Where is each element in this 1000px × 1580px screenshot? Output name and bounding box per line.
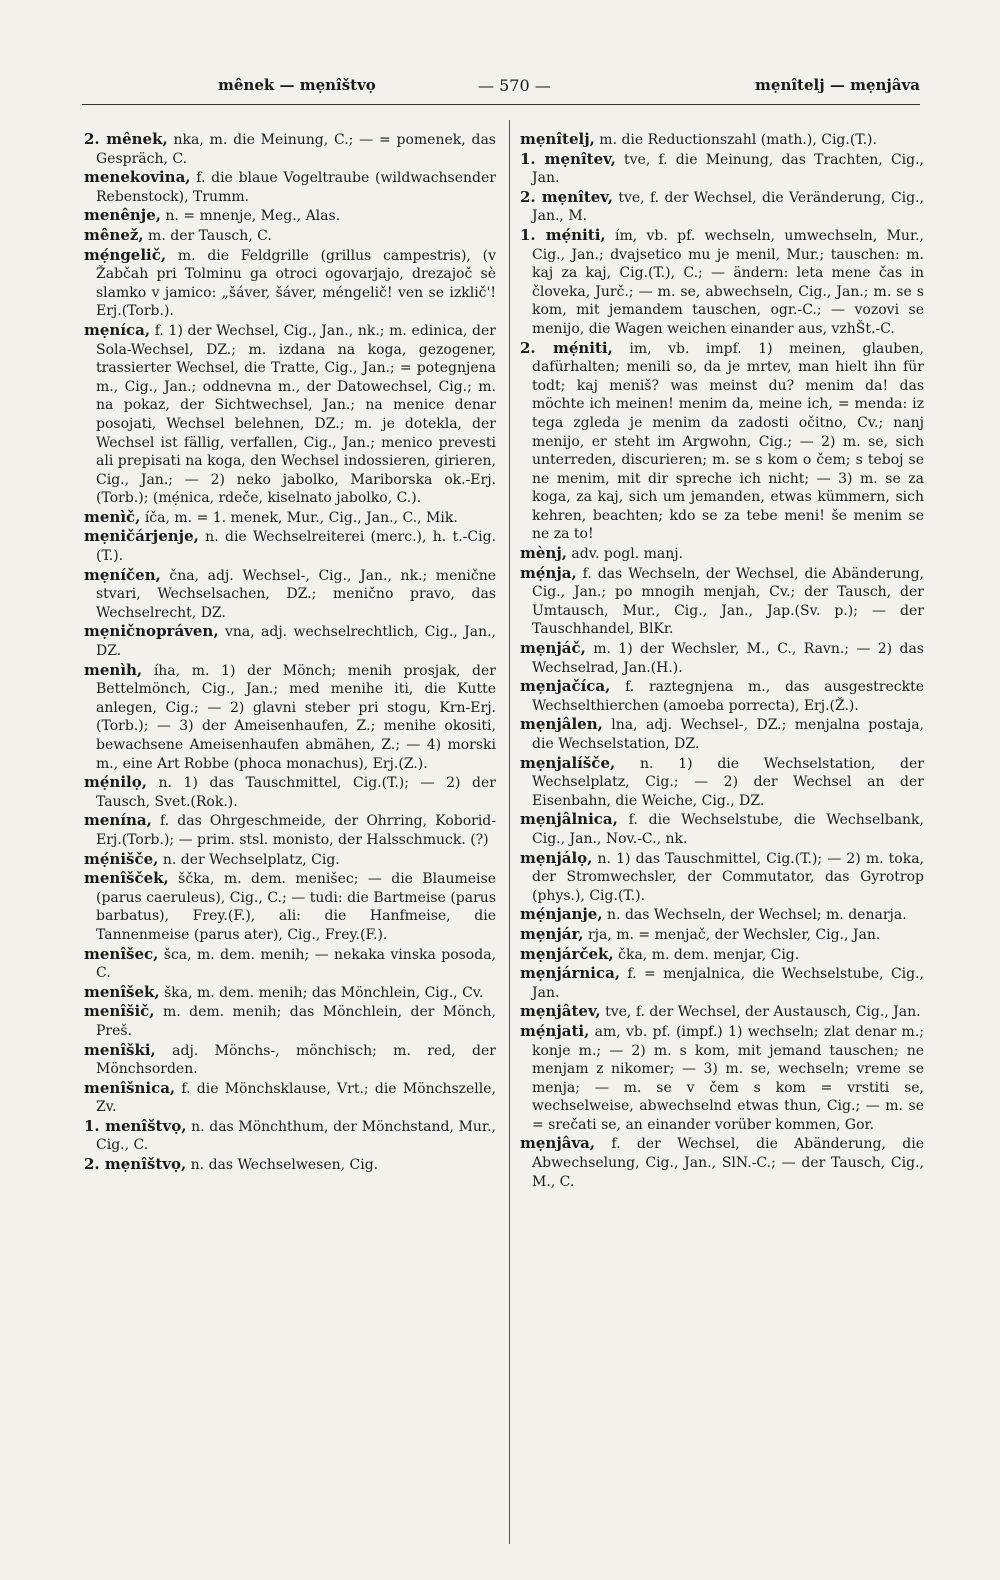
entry-definition: adj. Mönchs-, mönchisch; m. red, der Mönchsorden. — [96, 1042, 496, 1078]
entry-definition: m. die Feldgrille (grillus campestris), (v Žabčah pri Tolminu ga otroci ogovarjajo, drezajoč sè slamko v jamico: „šáver, šáver, méngelič! ven se izklič'! Erj.(Torb.). — [96, 247, 496, 320]
entry-definition: f. raztegnjena m., das ausgestreckte Wechselthierchen (amoeba porrecta), Erj.(Ž.). — [532, 679, 924, 714]
entry-headword: menîški, — [84, 1040, 156, 1059]
dictionary-entry — [520, 339, 924, 545]
entry-definition: íča, m. = 1. menek, Mur., Cig., Jan., C., Mik. — [140, 509, 458, 526]
entry-headword: mẹnjár, — [520, 924, 584, 943]
left-column — [84, 130, 496, 1175]
right-column — [520, 130, 924, 1191]
entry-definition: n. der Wechselplatz, Cig. — [158, 851, 340, 868]
entry-definition: ška, m. dem. menih; das Mönchlein, Cig., Cv. — [159, 984, 484, 1001]
entry-definition: čna, adj. Wechsel-, Cig., Jan., nk.; menične stvari, Wechselsachen, DZ.; menično pravo, das Wechselrecht, DZ. — [96, 567, 496, 621]
entry-definition: n. 1) das Tauschmittel, Cig.(T.); — 2) der Tausch, Svet.(Rok.). — [96, 775, 496, 810]
entry-definition: ím, vb. pf. wechseln, umwechseln, Mur., Cig., Jan.; dvajsetico mu je menil, Mur.; tauschen: m. kaj za kaj, Cig.(T.), C.; — ändern: leta mene čas in človeka, Jurč.; — m. se, abwechseln, Cig., Jan.; m. se s kom, mit jemandem tauschen, ogr.-C.; — vozovi se menijo, die Wagen weichen einander aus, vzhŠt.-C. — [532, 227, 925, 337]
dictionary-entry — [84, 1155, 496, 1175]
entry-definition: m. dem. menih; das Mönchlein, der Mönch, Preš. — [96, 1004, 496, 1039]
dictionary-entry — [84, 811, 496, 849]
entry-headword: menîšnica, — [84, 1078, 176, 1097]
entry-headword: menîšič, — [84, 1002, 155, 1021]
dictionary-entry — [84, 869, 496, 944]
dictionary-entry — [84, 1002, 496, 1040]
dictionary-entry — [520, 905, 924, 925]
entry-headword: menína, — [84, 811, 152, 830]
header-left-guide-words: mênek — mẹnîštvọ — [218, 76, 376, 94]
entry-definition: f. 1) der Wechsel, Cig., Jan., nk.; m. edinica, der Sola-Wechsel, DZ.; m. izdana na koga, gezogener, trassierter Wechsel, die Tratte, Cig., Jan.; = potegnjena m., Cig., Jan.; oddnevna m., der Datowechsel, Cig.; m. na pokaz, der Sichtwechsel, Jan.; na menice denar posojati, Wechsel belehnen, DZ.; m. je dotekla, der Wechsel ist fällig, verfallen, Cig., Jan.; menico prevesti ali prepisati na koga, den Wechsel indossieren, girieren, Cig., Jan.; — 2) neko jabolko, Mariborska ok.-Erj.(Torb.); (mẹ́nica, rdeče, kiselnato jabolko, C.). — [96, 322, 496, 507]
entry-definition: n. das Mönchthum, der Mönchstand, Mur., Cig., C. — [96, 1118, 496, 1154]
running-head — [80, 76, 920, 100]
entry-headword: menîšek, — [84, 982, 160, 1001]
entry-definition: n. das Wechseln, der Wechsel; m. denarja. — [602, 907, 907, 924]
entry-headword: mẹnjâlen, — [520, 715, 603, 734]
dictionary-entry — [84, 1117, 496, 1155]
dictionary-entry — [520, 1022, 924, 1135]
dictionary-entry — [520, 925, 924, 945]
entry-definition: f. der Wechsel, die Abänderung, die Abwechselung, Cig., Jan., SlN.-C.; — der Tausch, Cig., M., C. — [532, 1136, 924, 1190]
entry-definition: n. die Wechselreiterei (merc.), h. t.-Cig.(T.). — [96, 529, 496, 565]
dictionary-entry — [520, 150, 924, 188]
entry-definition: im, vb. impf. 1) meinen, glauben, dafürhalten; menili so, da je mrtev, man hielt ihn für todt; kaj meniš? was meinst du? menim da! das möchte ich meinen! menim da, meine ich, = menda: iz tega zgleda je menim da zadosti očitno, Cv.; nanj menijo, er steht im Argwohn, Cig.; — 2) m. se, sich unterreden, discurieren; m. se s kom o čem; s teboj se ne menim, mit dir spreche ich nicht; — 3) m. se za koga, za kaj, sich um jemanden, etwas kümmern, sich kehren, beachten; kdo se za tebe meni! še menim se ne za to! — [532, 340, 925, 543]
entry-definition: n. 1) die Wechselstation, der Wechselplatz, Cig.; — 2) der Wechsel an der Eisenbahn, die Weiche, Cig., DZ. — [532, 755, 924, 809]
entry-headword: mẹnjačíca, — [520, 677, 611, 696]
entry-headword: mènj, — [520, 544, 567, 563]
entry-headword: menekovina, — [84, 168, 191, 187]
entry-definition: íha, m. 1) der Mönch; menih prosjak, der Bettelmönch, Cig., Jan.; med menihe iti, die Kutte anlegen, Cig.; — 2) glavni steber pri stogu, Krn-Erj.(Torb.); — 3) der Ameisenhaufen, Z.; menihe okositi, bewachsene Ameisenhaufen abmähen, Z.; — 4) morski m., eine Art Robbe (phoca monachus), Erj.(Z.). — [96, 662, 496, 772]
dictionary-entry — [84, 566, 496, 623]
dictionary-entry — [84, 945, 496, 983]
entry-headword: mẹ́njati, — [520, 1021, 590, 1040]
entry-headword: 2. mẹ́niti, — [520, 338, 613, 357]
entry-headword: menênje, — [84, 206, 161, 225]
entry-headword: 1. menîštvọ, — [84, 1116, 187, 1135]
column-divider — [509, 120, 510, 1544]
entry-headword: mẹnjâlnica, — [520, 810, 618, 829]
dictionary-entry — [84, 168, 496, 206]
entry-headword: 1. mẹnîtev, — [520, 149, 616, 168]
entry-headword: mênež, — [84, 225, 144, 244]
dictionary-entry — [520, 677, 924, 715]
dictionary-entry — [84, 773, 496, 811]
entry-definition: rja, m. = menjač, der Wechsler, Cig., Jan. — [583, 926, 881, 943]
entry-definition: f. das Ohrgeschmeide, der Ohrring, Koborid-Erj.(Torb.); — prim. stsl. monisto, der Halsschmuck. (?) — [96, 813, 496, 848]
entry-definition: f. = menjalnica, die Wechselstube, Cig., Jan. — [532, 966, 924, 1001]
dictionary-entry — [520, 226, 924, 339]
dictionary-entry — [520, 945, 924, 965]
dictionary-entry — [520, 715, 924, 753]
dictionary-entry — [84, 508, 496, 528]
dictionary-entry — [520, 754, 924, 811]
entry-definition: vna, adj. wechselrechtlich, Cig., Jan., DZ. — [96, 624, 496, 660]
entry-headword: mẹníca, — [84, 320, 151, 339]
dictionary-entry — [84, 983, 496, 1003]
dictionary-entry — [520, 1134, 924, 1191]
entry-headword: mẹničárjenje, — [84, 527, 199, 546]
entry-headword: mẹníčen, — [84, 565, 161, 584]
entry-definition: f. die Mönchsklause, Vrt.; die Mönchszelle, Zv. — [96, 1080, 496, 1116]
dictionary-entry — [84, 246, 496, 321]
entry-headword: menîšček, — [84, 869, 169, 888]
dictionary-entry — [84, 661, 496, 774]
entry-definition: nka, m. die Meinung, C.; — = pomenek, das Gespräch, C. — [96, 132, 496, 167]
entry-headword: mẹnjárnica, — [520, 964, 621, 983]
entry-headword: mẹ́ngelič, — [84, 245, 167, 264]
entry-definition: m. 1) der Wechsler, M., C., Ravn.; — 2) das Wechselrad, Jan.(H.). — [532, 641, 924, 676]
entry-definition: tve, f. der Wechsel, der Austausch, Cig., Jan. — [600, 1004, 921, 1021]
dictionary-entry — [84, 1079, 496, 1117]
entry-headword: mẹ́nilọ, — [84, 773, 147, 792]
dictionary-entry — [84, 130, 496, 168]
entry-definition: n. 1) das Tauschmittel, Cig.(T.); — 2) m. toka, der Stromwechsler, der Commutator, das Gyrotrop (phys.), Cig.(T.). — [532, 850, 924, 904]
entry-headword: mẹnjárček, — [520, 944, 614, 963]
entry-headword: mẹnjálọ, — [520, 848, 593, 867]
entry-definition: šca, m. dem. menih; — nekaka vinska posoda, C. — [96, 946, 496, 982]
header-rule — [82, 104, 920, 105]
dictionary-entry — [84, 1041, 496, 1079]
dictionary-entry — [520, 964, 924, 1002]
dictionary-entry — [84, 226, 496, 246]
dictionary-entry — [520, 639, 924, 677]
dictionary-entry — [84, 850, 496, 870]
entry-definition: ščka, m. dem. menišec; — die Blaumeise (parus caeruleus), Cig., C.; — tudi: die Bartmeise (parus barbatus), Frey.(F.), ali: die Hanfmeise, die Tannenmeise (parus ater), Cig., Frey.(F.). — [96, 871, 496, 943]
entry-definition: m. der Tausch, C. — [143, 227, 272, 244]
entry-definition: tve, f. die Meinung, das Trachten, Cig., Jan. — [532, 151, 924, 187]
dictionary-entry — [520, 849, 924, 906]
entry-definition: f. die Wechselstube, die Wechselbank, Cig., Jan., Nov.-C., nk. — [532, 812, 924, 847]
entry-headword: mẹ́nišče, — [84, 849, 159, 868]
dictionary-entry — [84, 622, 496, 660]
entry-headword: mẹnjâtev, — [520, 1002, 601, 1021]
entry-headword: 2. mẹnîštvọ, — [84, 1155, 187, 1174]
dictionary-entry — [520, 188, 924, 226]
entry-definition: tve, f. der Wechsel, die Veränderung, Cig., Jan., M. — [532, 189, 924, 225]
dictionary-entry — [84, 321, 496, 508]
dictionary-entry — [520, 544, 924, 564]
entry-headword: 2. mênek, — [84, 130, 168, 148]
entry-definition: adv. pogl. manj. — [566, 546, 684, 563]
entry-headword: mẹnjalíšče, — [520, 753, 616, 772]
header-right-guide-words: mẹnîtelj — mẹnjâva — [755, 76, 920, 94]
dictionary-entry — [84, 206, 496, 226]
dictionary-entry — [84, 527, 496, 565]
dictionary-entry — [520, 564, 924, 639]
dictionary-entry — [520, 1002, 924, 1022]
entry-headword: mẹnjáč, — [520, 639, 586, 658]
entry-headword: mẹnîtelj, — [520, 130, 595, 148]
entry-headword: menîšec, — [84, 944, 159, 963]
entry-definition: lna, adj. Wechsel-, DZ.; menjalna postaja, die Wechselstation, DZ. — [532, 717, 924, 752]
dictionary-entry — [520, 130, 924, 150]
entry-headword: menìč, — [84, 507, 141, 526]
entry-headword: mẹničnopráven, — [84, 622, 219, 641]
entry-headword: menìh, — [84, 660, 143, 679]
entry-headword: mẹ́nja, — [520, 563, 577, 582]
entry-definition: f. das Wechseln, der Wechsel, die Abänderung, Cig., Jan.; po mnogih menjah, Cv.; der Tausch, der Umtausch, Mur., Cig., Jan., Jap.(Sv. p.); — der Tauschhandel, BlKr. — [532, 565, 924, 638]
entry-headword: 2. mẹnîtev, — [520, 187, 613, 206]
page-number: — 570 — — [478, 76, 551, 95]
entry-definition: čka, m. dem. menjar, Cig. — [613, 946, 800, 963]
entry-definition: n. das Wechselwesen, Cig. — [186, 1157, 379, 1174]
entry-definition: f. die blaue Vogeltraube (wildwachsender Rebenstock), Trumm. — [96, 170, 496, 205]
entry-headword: 1. mẹ́niti, — [520, 225, 606, 244]
entry-definition: n. = mnenje, Meg., Alas. — [160, 208, 341, 225]
entry-definition: am, vb. pf. (impf.) 1) wechseln; zlat denar m.; konje m.; — 2) m. s kom, mit jemand tauschen; ne menjam z nikomer; — 3) m. se, wechseln; vreme se menja; — m. se v čem s kom = vrstiti se, wechselweise, abwechselnd etwas thun, Cig.; — m. se = srečati se, an einander vorüber kommen, Gor. — [532, 1023, 924, 1133]
entry-headword: mẹ́njanje, — [520, 905, 603, 924]
dictionary-entry — [520, 810, 924, 848]
entry-definition: m. die Reductionszahl (math.), Cig.(T.). — [594, 132, 877, 148]
entry-headword: mẹnjâva, — [520, 1134, 596, 1153]
